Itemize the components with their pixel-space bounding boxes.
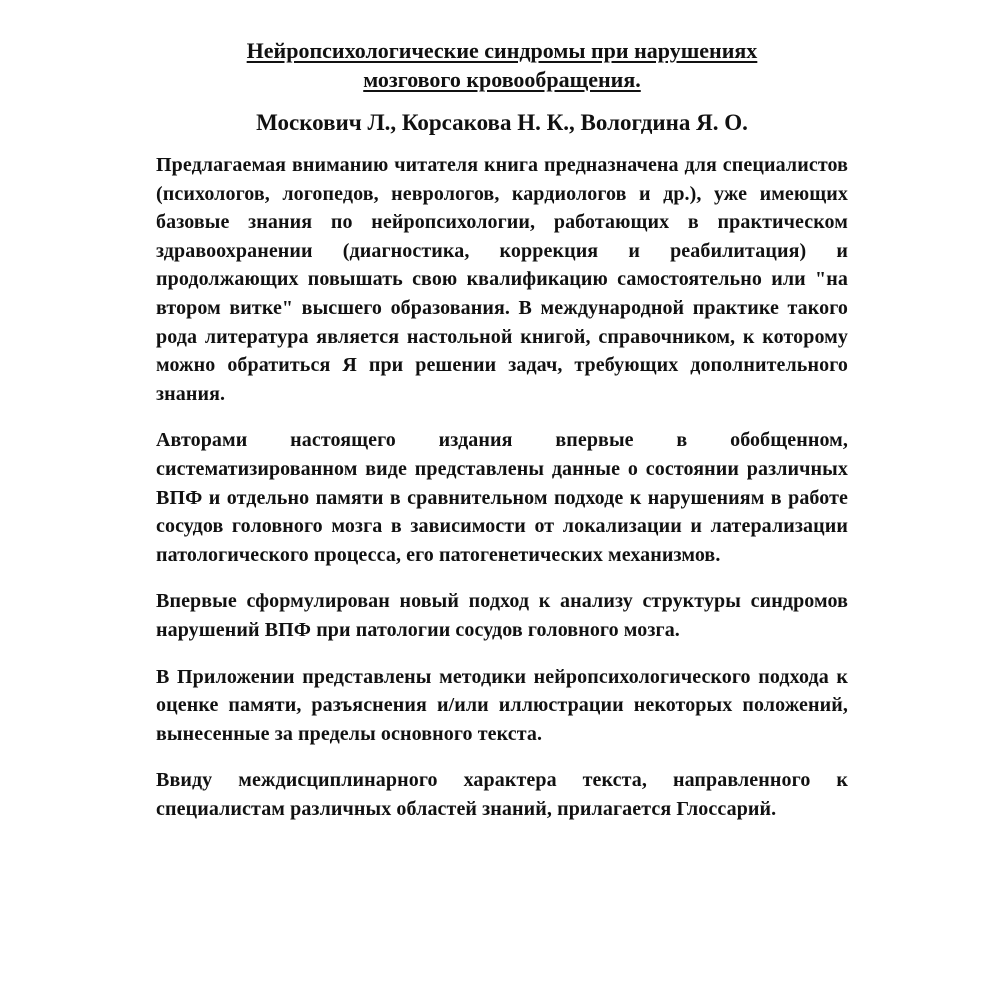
paragraph-glossary: Ввиду междисциплинарного характера текста, направленного к специалистам различных областей знаний, прилагается Глоссарий. bbox=[156, 769, 848, 820]
paragraph-appendix: В Приложении представлены методики нейропсихологического подхода к оценке памяти, разъяснения и/или иллюстрации некоторых положений, вынесенные за пределы основного текста. bbox=[156, 665, 848, 745]
document-body bbox=[156, 151, 848, 823]
document-page bbox=[156, 36, 848, 823]
title-line-1: Нейропсихологические синдромы при нарушениях bbox=[246, 38, 758, 63]
title-line-2: мозгового кровообращения. bbox=[363, 67, 641, 92]
document-title bbox=[156, 36, 848, 94]
paragraph-new-approach: Впервые сформулирован новый подход к анализу структуры синдромов нарушений ВПФ при патологии сосудов головного мозга. bbox=[156, 590, 848, 641]
paragraph-authors-contribution: Авторами настоящего издания впервые в обобщенном, систематизированном виде представлены данные о состоянии различных ВПФ и отдельно памяти в сравнительном подходе к нарушениям в работе сосудов головного мозга в зависимости от локализации и латерализации патологического процесса, его патогенетических механизмов. bbox=[156, 429, 848, 566]
authors-line: Москович Л., Корсакова Н. К., Вологдина Я. О. bbox=[256, 110, 748, 135]
paragraph-intro: Предлагаемая вниманию читателя книга предназначена для специалистов (психологов, логопедов, неврологов, кардиологов и др.), уже имеющих базовые знания по нейропсихологии, работающих в практическом здравоохранении (диагностика, коррекция и реабилитация) и продолжающих повышать свою квалификацию самостоятельно или "на втором витке" высшего образования. В международной практике такого рода литература является настольной книгой, справочником, к которому можно обратиться Я при решении задач, требующих дополнительного знания. bbox=[156, 154, 848, 405]
